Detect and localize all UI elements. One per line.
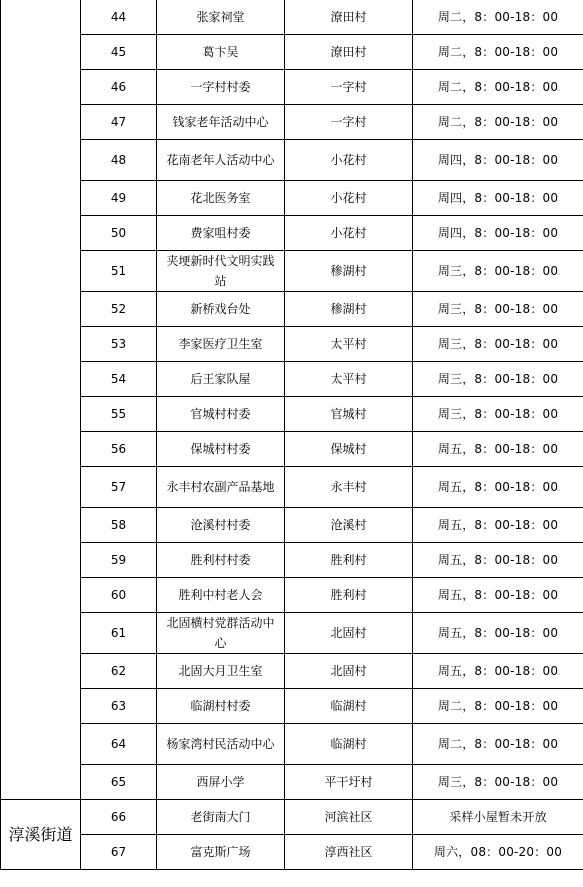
site-name-cell: 一字村村委: [157, 70, 285, 105]
table-row: [1, 724, 583, 765]
hours-cell: 周五，8：00-18：00: [413, 508, 583, 543]
site-name-cell: 花南老年人活动中心: [157, 140, 285, 181]
site-name-cell: 富克斯广场: [157, 835, 285, 870]
village-cell: 胜利村: [285, 578, 413, 613]
table-row: [1, 800, 583, 835]
village-cell: 平干圩村: [285, 765, 413, 800]
table-row: [1, 689, 583, 724]
site-name-cell: 杨家湾村民活动中心: [157, 724, 285, 765]
row-number-cell: 61: [81, 613, 157, 654]
village-cell: 北固村: [285, 654, 413, 689]
village-cell: 胜利村: [285, 543, 413, 578]
table-row: [1, 181, 583, 216]
table-row: [1, 835, 583, 870]
site-name-cell: 夹埂新时代文明实践站: [157, 251, 285, 292]
row-number-cell: 57: [81, 467, 157, 508]
hours-cell: 周二，8：00-18：00: [413, 0, 583, 35]
site-name-cell: 官城村村委: [157, 397, 285, 432]
table-row: [1, 397, 583, 432]
village-cell: 永丰村: [285, 467, 413, 508]
hours-cell: 周二，8：00-18：00: [413, 70, 583, 105]
hours-cell: 周三，8：00-18：00: [413, 327, 583, 362]
village-cell: 潦田村: [285, 35, 413, 70]
row-number-cell: 67: [81, 835, 157, 870]
table-body: [1, 0, 583, 870]
table-row: [1, 578, 583, 613]
table-row: [1, 292, 583, 327]
row-number-cell: 64: [81, 724, 157, 765]
table-row: [1, 432, 583, 467]
table-row: [1, 251, 583, 292]
row-number-cell: 66: [81, 800, 157, 835]
hours-cell: 周二，8：00-18：00: [413, 105, 583, 140]
village-cell: 小花村: [285, 216, 413, 251]
row-number-cell: 65: [81, 765, 157, 800]
village-cell: 䅟湖村: [285, 292, 413, 327]
row-number-cell: 45: [81, 35, 157, 70]
table-row: [1, 765, 583, 800]
village-cell: 小花村: [285, 181, 413, 216]
site-name-cell: 保城村村委: [157, 432, 285, 467]
site-name-cell: 北固横村党群活动中心: [157, 613, 285, 654]
hours-cell: 周三，8：00-18：00: [413, 292, 583, 327]
row-number-cell: 54: [81, 362, 157, 397]
table-row: [1, 105, 583, 140]
row-number-cell: 56: [81, 432, 157, 467]
row-number-cell: 63: [81, 689, 157, 724]
village-cell: 䅟湖村: [285, 251, 413, 292]
site-name-cell: 临湖村村委: [157, 689, 285, 724]
hours-cell: 周三，8：00-18：00: [413, 765, 583, 800]
table-row: [1, 508, 583, 543]
row-number-cell: 62: [81, 654, 157, 689]
hours-cell: 周二，8：00-18：00: [413, 689, 583, 724]
village-cell: 北固村: [285, 613, 413, 654]
site-name-cell: 李家医疗卫生室: [157, 327, 285, 362]
row-number-cell: 58: [81, 508, 157, 543]
site-name-cell: 沧溪村村委: [157, 508, 285, 543]
hours-cell: 周二，8：00-18：00: [413, 724, 583, 765]
hours-cell: 周六，08：00-20：00: [413, 835, 583, 870]
site-name-cell: 永丰村农副产品基地: [157, 467, 285, 508]
table-row: [1, 467, 583, 508]
row-number-cell: 44: [81, 0, 157, 35]
hours-cell: 采样小屋暂未开放: [413, 800, 583, 835]
site-name-cell: 新桥戏台处: [157, 292, 285, 327]
site-name-cell: 后王家队屋: [157, 362, 285, 397]
village-cell: 一字村: [285, 70, 413, 105]
district-cell: [1, 0, 81, 800]
village-cell: 一字村: [285, 105, 413, 140]
table-row: [1, 613, 583, 654]
hours-cell: 周三，8：00-18：00: [413, 397, 583, 432]
site-name-cell: 张家祠堂: [157, 0, 285, 35]
table-row: [1, 654, 583, 689]
site-name-cell: 西屏小学: [157, 765, 285, 800]
hours-cell: 周四，8：00-18：00: [413, 140, 583, 181]
table-row: [1, 0, 583, 35]
village-cell: 临湖村: [285, 724, 413, 765]
site-name-cell: 胜利村村委: [157, 543, 285, 578]
row-number-cell: 53: [81, 327, 157, 362]
row-number-cell: 46: [81, 70, 157, 105]
site-name-cell: 钱家老年活动中心: [157, 105, 285, 140]
row-number-cell: 55: [81, 397, 157, 432]
village-cell: 官城村: [285, 397, 413, 432]
hours-cell: 周五，8：00-18：00: [413, 432, 583, 467]
row-number-cell: 52: [81, 292, 157, 327]
village-cell: 太平村: [285, 327, 413, 362]
table-row: [1, 35, 583, 70]
hours-cell: 周四，8：00-18：00: [413, 216, 583, 251]
village-cell: 保城村: [285, 432, 413, 467]
hours-cell: 周五，8：00-18：00: [413, 467, 583, 508]
row-number-cell: 48: [81, 140, 157, 181]
row-number-cell: 47: [81, 105, 157, 140]
village-cell: 临湖村: [285, 689, 413, 724]
table-row: [1, 216, 583, 251]
row-number-cell: 60: [81, 578, 157, 613]
village-cell: 小花村: [285, 140, 413, 181]
site-name-cell: 花北医务室: [157, 181, 285, 216]
row-number-cell: 59: [81, 543, 157, 578]
table-row: [1, 140, 583, 181]
site-name-cell: 胜利中村老人会: [157, 578, 285, 613]
site-name-cell: 老街南大门: [157, 800, 285, 835]
hours-cell: 周五，8：00-18：00: [413, 578, 583, 613]
hours-cell: 周二，8：00-18：00: [413, 35, 583, 70]
hours-cell: 周三，8：00-18：00: [413, 362, 583, 397]
hours-cell: 周五，8：00-18：00: [413, 613, 583, 654]
site-name-cell: 费家咀村委: [157, 216, 285, 251]
row-number-cell: 49: [81, 181, 157, 216]
site-name-cell: 葛卞吴: [157, 35, 285, 70]
hours-cell: 周五，8：00-18：00: [413, 654, 583, 689]
district-cell: 淳溪街道: [1, 800, 81, 870]
village-cell: 太平村: [285, 362, 413, 397]
hours-cell: 周五，8：00-18：00: [413, 543, 583, 578]
village-cell: 潦田村: [285, 0, 413, 35]
hours-cell: 周三，8：00-18：00: [413, 251, 583, 292]
hours-cell: 周四，8：00-18：00: [413, 181, 583, 216]
row-number-cell: 51: [81, 251, 157, 292]
table-row: [1, 327, 583, 362]
village-cell: 沧溪村: [285, 508, 413, 543]
site-name-cell: 北固大月卫生室: [157, 654, 285, 689]
village-cell: 河滨社区: [285, 800, 413, 835]
table-row: [1, 362, 583, 397]
table-row: [1, 70, 583, 105]
row-number-cell: 50: [81, 216, 157, 251]
table-row: [1, 543, 583, 578]
village-cell: 淳西社区: [285, 835, 413, 870]
